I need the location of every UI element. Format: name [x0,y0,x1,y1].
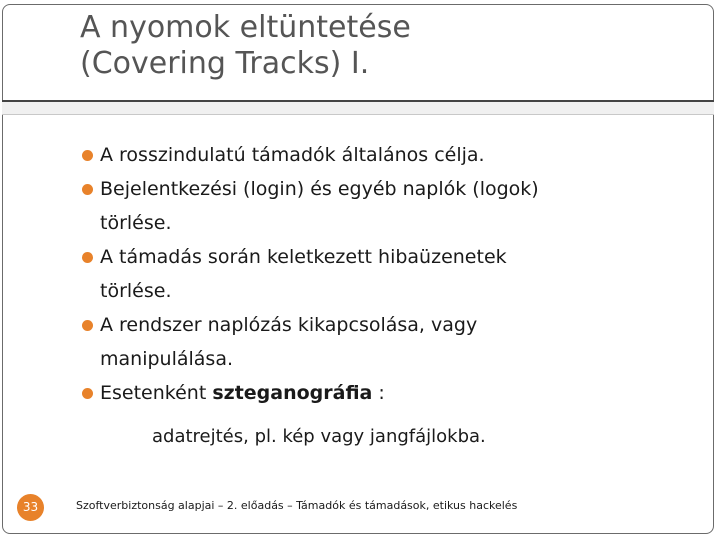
bullet-item [82,376,662,410]
page-number-badge: 33 [17,494,44,521]
bullet-item [82,138,662,172]
bullet-dot-icon [82,320,93,331]
bullet-dot-icon [82,150,93,161]
bullet-text-continuation: törlése. [100,280,172,302]
bullet-list [82,138,662,410]
slide-title-line-1: A nyomok eltüntetése [80,10,411,45]
title-divider-band [2,102,714,115]
bullet-item [82,172,662,240]
sub-text: adatrejtés, pl. kép vagy jangfájlokba. [152,426,486,447]
bullet-text-prefix: Esetenként [100,382,213,404]
bullet-text-continuation: törlése. [100,212,172,234]
footer-text: Szoftverbiztonság alapjai – 2. előadás – Támadók és támadások, etikus hackelés [76,499,518,512]
slide-title [80,10,680,82]
bullet-text: A támadás során keletkezett hibaüzenetek [100,246,507,268]
bullet-dot-icon [82,252,93,263]
bullet-dot-icon [82,388,93,399]
bullet-text-bold: szteganográfia [212,382,373,404]
bullet-text-suffix: : [372,382,385,404]
bullet-item [82,240,662,308]
bullet-text: Bejelentkezési (login) és egyéb naplók (logok) [100,178,539,200]
bullet-dot-icon [82,184,93,195]
bullet-text: A rendszer naplózás kikapcsolása, vagy [100,314,478,336]
bullet-text: A rosszindulatú támadók általános célja. [100,144,485,166]
bullet-item [82,308,662,376]
bullet-text-continuation: manipulálása. [100,348,233,370]
slide-title-line-2: (Covering Tracks) I. [80,46,370,81]
